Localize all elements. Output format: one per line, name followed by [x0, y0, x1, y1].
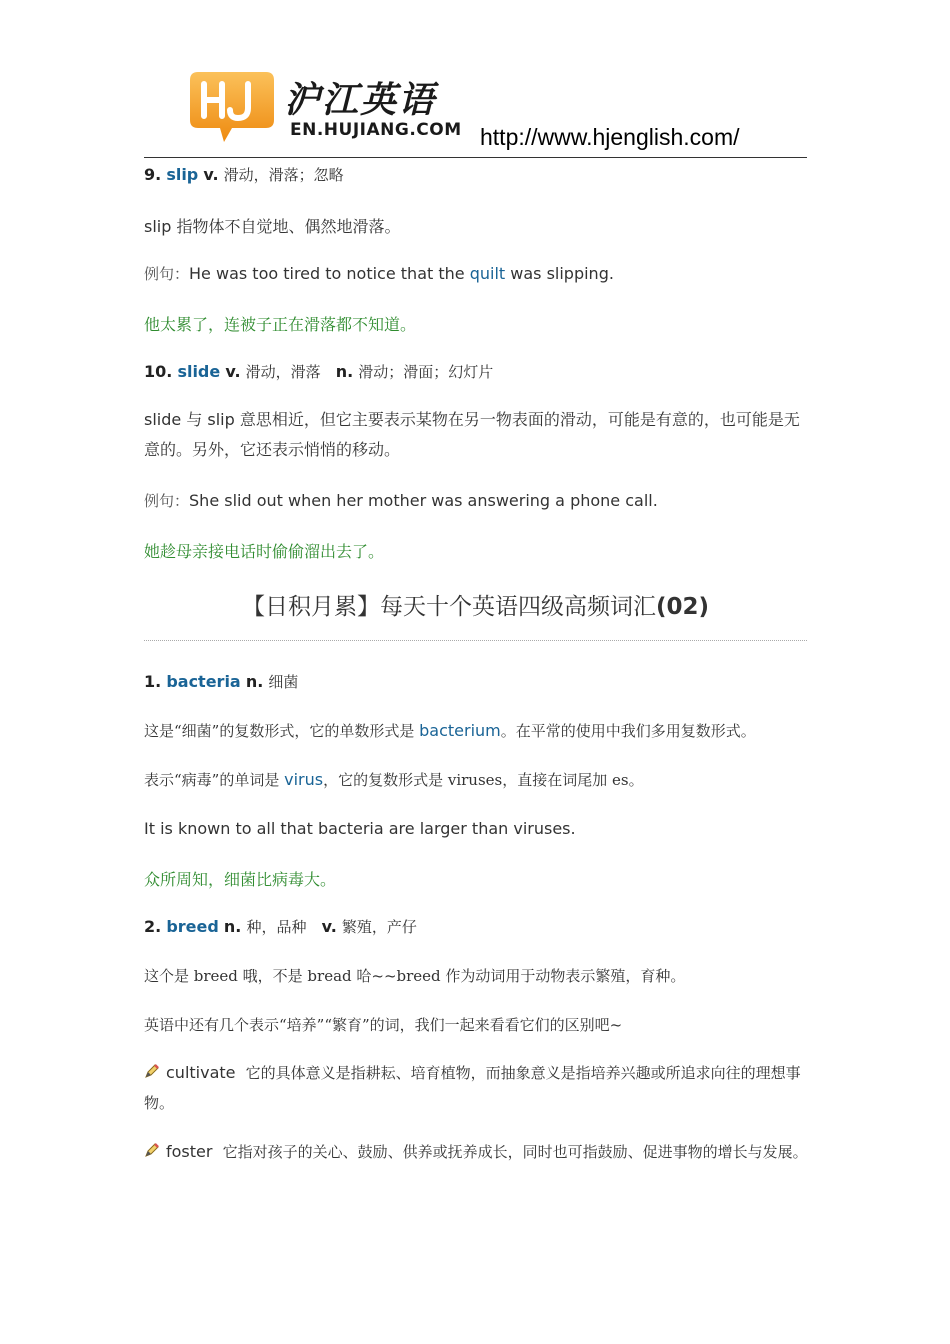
word-1-description-2	[144, 769, 809, 790]
description-text: 。在平常的使用中我们多用复数形式。	[500, 722, 756, 740]
word-meaning: 繁殖，产仔	[341, 918, 417, 936]
word-link-virus[interactable]: virus	[284, 770, 324, 789]
word-2-description-2: 英语中还有几个表示“培养”“繁育”的词，我们一起来看看它们的区别吧~	[144, 1016, 623, 1034]
example-prefix: 例句：	[144, 265, 190, 283]
part-of-speech: v.	[225, 362, 241, 381]
synonym-text: 它的具体意义是指耕耘、培育植物，而抽象意义是指培养兴趣或所追求向往的理想事物。	[144, 1064, 801, 1112]
part-of-speech: v.	[321, 917, 337, 936]
word-link-slide[interactable]: slide	[177, 362, 221, 381]
word-link-breed[interactable]: breed	[166, 917, 219, 936]
example-text: She slid out when her mother was answering a phone call.	[189, 491, 658, 510]
word-number: 10.	[144, 362, 173, 381]
section-title	[144, 588, 807, 621]
synonym-word: foster	[166, 1142, 213, 1161]
word-meaning: 种，品种	[246, 918, 307, 936]
section-title-text: 【日积月累】每天十个英语四级高频词汇	[241, 594, 656, 620]
word-meaning: 细菌	[268, 673, 299, 691]
example-text: was slipping.	[505, 264, 614, 283]
word-9-translation: 他太累了，连被子正在滑落都不知道。	[144, 315, 417, 334]
word-9-heading	[144, 164, 809, 185]
hj-logo-icon	[188, 68, 276, 144]
synonym-word: cultivate	[166, 1063, 236, 1082]
word-number: 9.	[144, 165, 162, 184]
synonym-text: 它指对孩子的关心、鼓励、供养或抚养成长，同时也可指鼓励、促进事物的增长与发展。	[222, 1143, 808, 1161]
logo-english-text: EN.HUJIANG.COM	[290, 120, 462, 140]
word-link-bacterium[interactable]: bacterium	[419, 721, 501, 740]
word-meaning: 滑动；滑面；幻灯片	[358, 363, 494, 381]
part-of-speech: n.	[223, 917, 242, 936]
word-meaning: 滑动，滑落；忽略	[223, 166, 344, 184]
part-of-speech: n.	[335, 362, 354, 381]
word-9-description	[144, 214, 809, 237]
word-link-bacteria[interactable]: bacteria	[166, 672, 241, 691]
word-meaning: 滑动，滑落	[245, 363, 321, 381]
word-10-description: slide 与 slip 意思相近，但它主要表示某物在另一物表面的滑动，可能是有意的，也可能是无意的。另外，它还表示悄悄的移动。	[144, 410, 800, 459]
word-link-quilt[interactable]: quilt	[469, 264, 506, 283]
pencil-icon	[144, 1142, 160, 1158]
word-1-description	[144, 720, 809, 741]
word-1-heading	[144, 671, 809, 692]
word-2-description: 这个是 breed 哦，不是 bread 哈~~breed 作为动词用于动物表示繁殖，育种。	[144, 967, 686, 985]
description-text: 这是“细菌”的复数形式，它的单数形式是	[144, 722, 420, 740]
pencil-icon	[144, 1063, 160, 1079]
word-10-translation: 她趁母亲接电话时偷偷溜出去了。	[144, 542, 385, 561]
part-of-speech: v.	[203, 165, 219, 184]
logo-chinese-text: 沪江英语	[284, 80, 437, 121]
site-url-link[interactable]: http://www.hjenglish.com/	[480, 124, 740, 150]
part-of-speech: n.	[245, 672, 264, 691]
word-10-example	[144, 490, 809, 511]
word-link-slip[interactable]: slip	[166, 165, 199, 184]
word-10-heading	[144, 361, 809, 382]
word-2-heading	[144, 916, 809, 937]
word-9-example	[144, 263, 809, 284]
synonym-item-cultivate	[144, 1058, 809, 1118]
section-divider	[144, 640, 807, 641]
example-text: He was too tired to notice that the	[189, 264, 470, 283]
description-text: 表示“病毒”的单词是	[144, 771, 285, 789]
synonym-item-foster	[144, 1137, 809, 1167]
word-1-translation: 众所周知，细菌比病毒大。	[144, 870, 337, 889]
word-1-example: It is known to all that bacteria are larger than viruses.	[144, 819, 576, 838]
description-text: slip 指物体不自觉地、偶然地滑落。	[144, 217, 401, 236]
word-number: 2.	[144, 917, 162, 936]
description-text: ，它的复数形式是 viruses，直接在词尾加 es。	[323, 771, 644, 789]
page-header	[144, 60, 807, 158]
section-title-number: (02)	[655, 594, 710, 620]
example-prefix: 例句：	[144, 492, 190, 510]
word-number: 1.	[144, 672, 162, 691]
